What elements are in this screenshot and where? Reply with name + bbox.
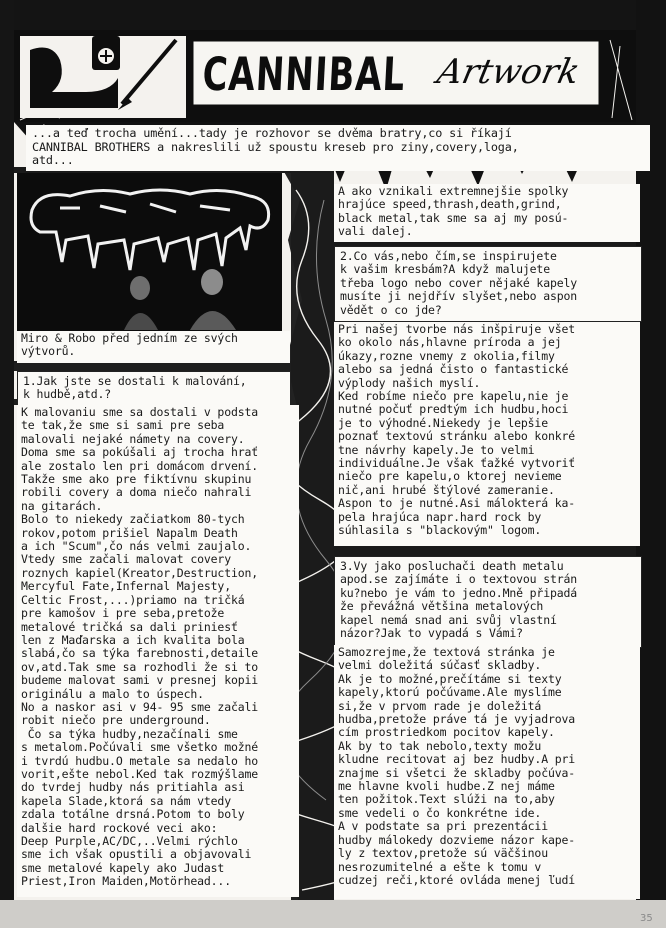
answer-2: Pri našej tvorbe nás inšpiruje všet ko okolo nás,hlavne príroda a jej úkazy,rozne vnemy z okolia,filmy alebo sa jedná čisto o fantastické výplody našich myslí. Ked robíme niečo pre kapelu,nie je nutné počuť predtým ich hudbu,hoci je to výhodné.Niekedy je lepšie poznať textovú stránku alebo konkré tne návrhy kapely.Je to velmi individuálne.Je však ťažké vytvoriť niečo pre kapelu,o ktorej nevieme nič,ani hrubé štýlové zameranie. Aspon to je nutné.Asi málokterá ka- pela hrajúca napr.hard rock by súhlasila s "blackovým" logom.: [334, 322, 640, 546]
question-1: 1.Jak jste se dostali k malování, k hudbě,atd.?: [17, 371, 291, 407]
logo-cannibal: CANNIBAL: [201, 48, 407, 102]
answer-1: K malovaniu sme sa dostali v podsta te tak,že sme si sami pre seba malovali nejaké námety na covery. Doma sme sa pokúšali aj trocha hrať ale zostalo len pri domácom drvení. Takže sme ako pre fiktívnu skupinu robili covery a doma niečo nahrali na gitarách. Bolo to niekedy začiatkom 80-tych rokov,potom prišiel Napalm Death a ich "Scum",čo nás velmi zaujalo. Vtedy sme začali malovat covery roznych kapiel(Kreator,Destruction, Mercyful Fate,Infernal Majesty, Celtic Frost,...)priamo na tričká pre kamošov i pre seba,pretože metalové tričká sa dali priniesť len z Maďarska a ich kvalita bola slabá,čo sa týka farebnosti,detaile ov,atd.Tak sme sa rozhodli že si to budeme malovat sami v presnej kopii originálu a malo to úspech. No a naskor asi v 94- 95 sme začali robit niečo pre underground. Čo sa týka hudby,nezačínali sme s metalom.Počúvali sme všetko možné i tvrdú hudbu.O metale sa nedalo ho vorit,ešte nebol.Ked tak rozmýšlame do tvrdej hudby nás pritiahla asi kapela Slade,ktorá sa nám vtedy zdala totálne drsná.Potom to boly dalšie hard rockové veci ako: Deep Purple,AC/DC,..Velmi rýchlo sme ich však opustili a objavovali sme metalové kapely ako Judast Priest,Iron Maiden,Motörhead...: [17, 405, 299, 897]
band-photo: [17, 173, 282, 331]
logo-artwork: Artwork: [433, 52, 584, 92]
answer-3: Samozrejme,že textová stránka je velmi doležitá súčasť skladby. Ak je to možné,prečítáme si texty kapely,ktorú počúvame.Ale myslíme si,že v prvom rade je doležitá hudba,pretože práve tá je vyjadrova cím prostriedkom pocitov kapely. Ak by to tak nebolo,texty možu kludne recitovat aj bez hudby.A pri znajme si všetci že skladby počúva- me hlavne kvoli hudbe.Z nej máme ten požitok.Text slúži na to,aby sme vedeli o čo konkrétne ide. A v podstate sa pri prezentácii hudby málokedy dozvieme názor kape- ly z textov,pretože sú väčšinou nesrozumitelné a ešte k tomu v cudzej reči,ktoré ovláda menej ľudí: [334, 645, 640, 899]
answer-1-continued: A ako vznikali extremnejšie spolky hrajúce speed,thrash,death,grind, black metal,tak sme sa aj my posú- vali dalej.: [334, 184, 640, 242]
question-3: 3.Vy jako posluchači death metalu apod.se zajímáte i o textovou strán ku?nebo je vám to jedno.Mně připadá že převážná většina metalových kapel nemá snad ani svůj vlastní názor?Jak to vypadá s Vámi?: [334, 556, 642, 648]
page-number: 35: [640, 913, 653, 924]
question-2: 2.Co vás,nebo čím,se inspirujete k vašim kresbám?A když malujete třeba logo nebo cover nějaké kapely musíte ji nejdřív slyšet,nebo aspon vědět o co jde?: [334, 246, 642, 322]
photo-caption: Miro & Robo před jedním ze svých výtvorů.: [17, 331, 290, 363]
intro-text: ...a teď trocha umění...tady je rozhovor se dvěma bratry,co si říkají CANNIBAL BROTHERS a nakreslili už spoustu kreseb pro ziny,covery,loga, atd...: [26, 125, 650, 171]
